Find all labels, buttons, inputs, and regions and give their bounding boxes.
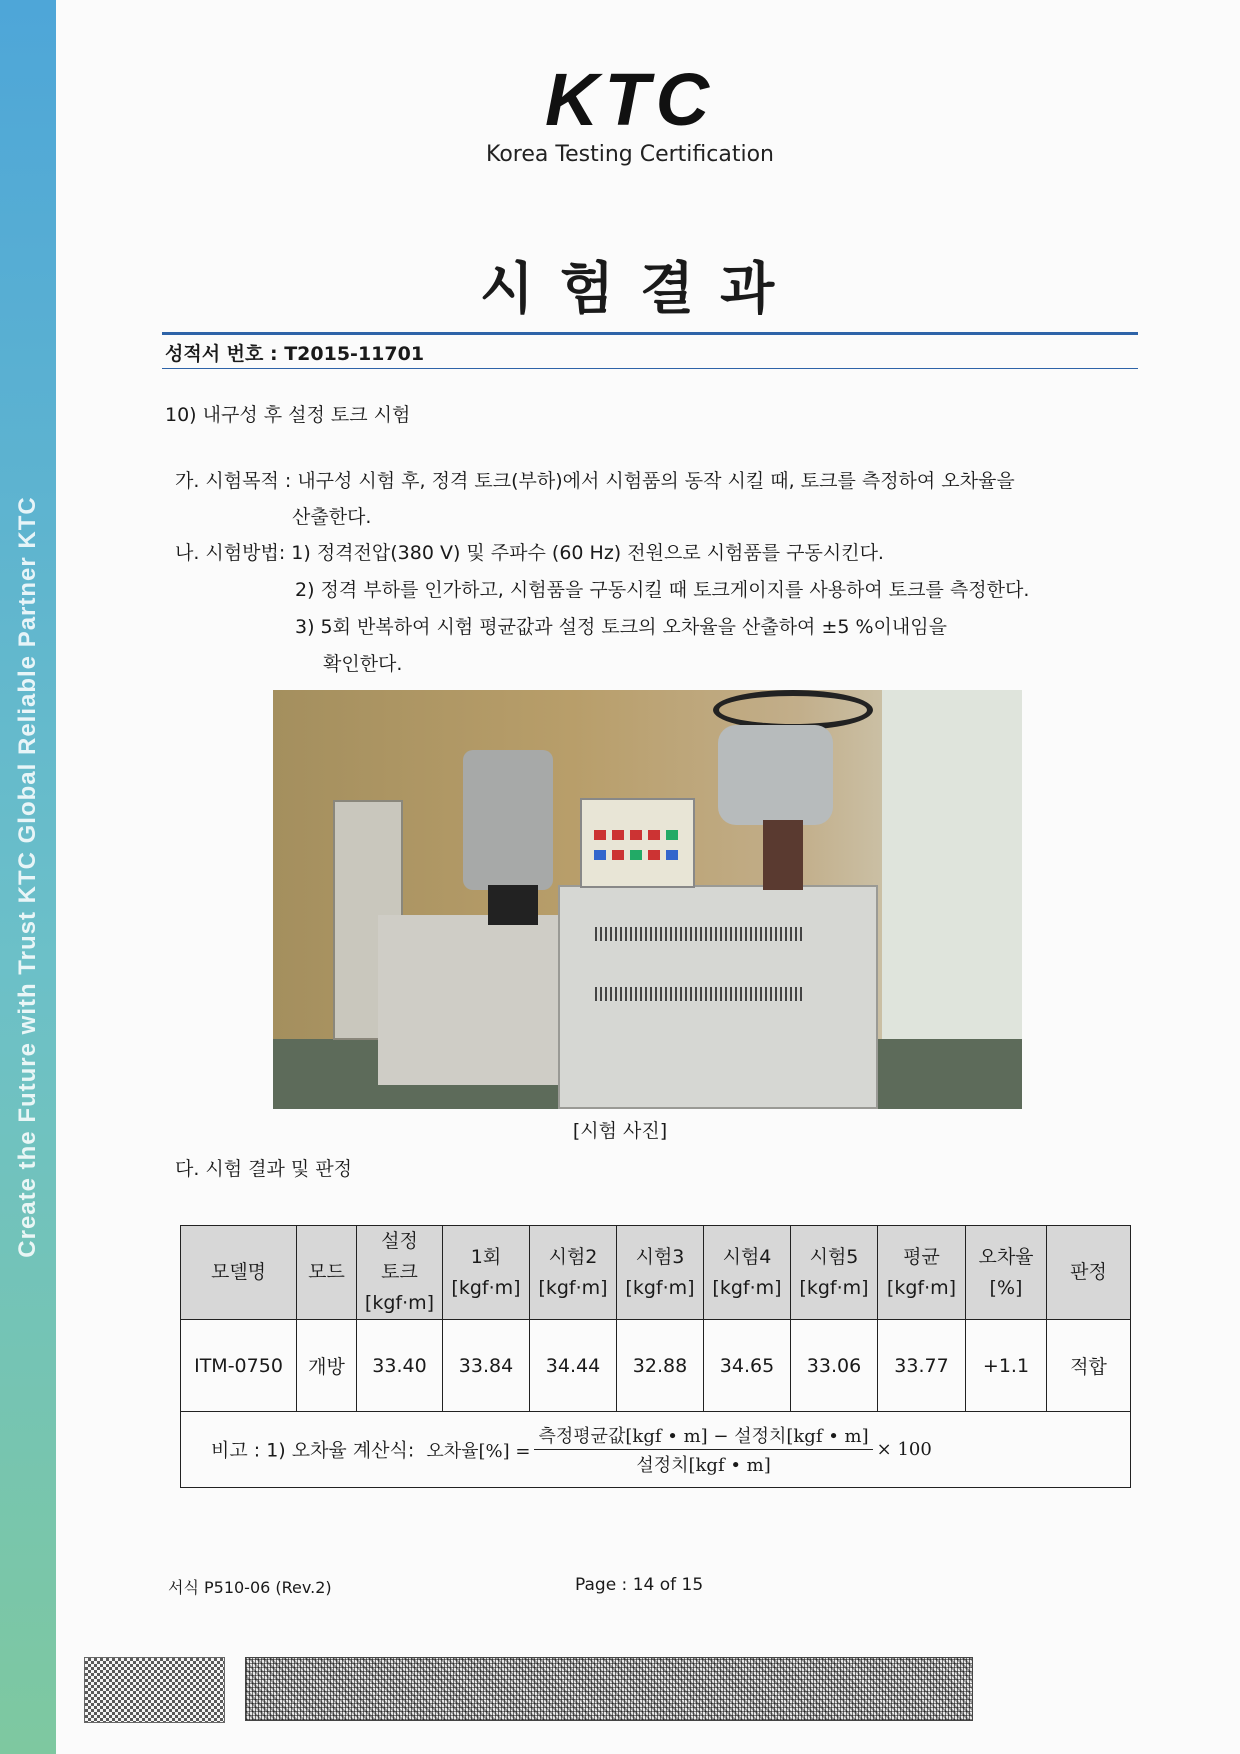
qr-code xyxy=(84,1657,225,1723)
cell-model: ITM-0750 xyxy=(181,1320,297,1412)
cell-set-torque: 33.40 xyxy=(357,1320,443,1412)
header-cell: 판정 xyxy=(1047,1226,1131,1320)
method-line-1: 나. 시험방법: 1) 정격전압(380 V) 및 주파수 (60 Hz) 전원으로 시험품를 구동시킨다. xyxy=(175,542,884,564)
results-table xyxy=(180,1225,1131,1488)
formula-fraction xyxy=(534,1422,872,1477)
purpose-line-2: 산출한다. xyxy=(292,506,372,528)
cell-trial-5: 33.06 xyxy=(791,1320,878,1412)
header-cell: 시험5 [kgf·m] xyxy=(791,1226,878,1320)
cell-trial-3: 32.88 xyxy=(617,1320,704,1412)
formula-suffix: × 100 xyxy=(876,1439,932,1460)
method-line-4: 확인한다. xyxy=(323,653,403,675)
method-line-3: 3) 5회 반복하여 시험 평균값과 설정 토크의 오차율을 산출하여 ±5 %이내임을 xyxy=(295,616,947,638)
cell-trial-2: 34.44 xyxy=(530,1320,617,1412)
page-title: 시험결과 xyxy=(479,257,801,322)
section-heading: 10) 내구성 후 설정 토크 시험 xyxy=(165,404,411,426)
note-cell xyxy=(181,1412,1131,1488)
page-number: Page : 14 of 15 xyxy=(575,1575,704,1595)
header-cell: 시험3 [kgf·m] xyxy=(617,1226,704,1320)
table-note-row xyxy=(181,1412,1131,1488)
sidebar-slogan: Create the Future with Trust KTC Global Reliable Partner KTC xyxy=(14,496,41,1258)
purpose-line-1: 가. 시험목적 : 내구성 시험 후, 정격 토크(부하)에서 시험품의 동작 시킬 때, 토크를 측정하여 오차율을 xyxy=(175,470,1015,492)
cell-verdict: 적합 xyxy=(1047,1320,1131,1412)
formula-lhs: 오차율[%] = xyxy=(426,1440,531,1462)
logo-mark: KTC xyxy=(544,58,716,141)
error-rate-formula xyxy=(426,1422,931,1477)
header-cell: 모드 xyxy=(297,1226,357,1320)
header-rule-top xyxy=(162,332,1138,335)
method-line-2: 2) 정격 부하를 인가하고, 시험품을 구동시킬 때 토크게이지를 사용하여 토크를 측정한다. xyxy=(295,579,1030,601)
cell-error-rate: +1.1 xyxy=(966,1320,1047,1412)
cell-trial-1: 33.84 xyxy=(443,1320,530,1412)
form-number: 서식 P510-06 (Rev.2) xyxy=(168,1578,332,1597)
header-cell: 1회 [kgf·m] xyxy=(443,1226,530,1320)
header-cell: 설정 토크 [kgf·m] xyxy=(357,1226,443,1320)
results-heading: 다. 시험 결과 및 판정 xyxy=(175,1158,353,1180)
header-rule-bottom xyxy=(162,368,1138,369)
formula-denominator: 설정치[kgf • m] xyxy=(636,1455,771,1476)
ktc-logo xyxy=(480,60,780,170)
cell-trial-4: 34.65 xyxy=(704,1320,791,1412)
note-prefix: 비고 : 1) 오차율 계산식: xyxy=(211,1439,415,1462)
security-barcode xyxy=(245,1657,973,1721)
table-header-row xyxy=(181,1226,1131,1320)
header-cell: 시험2 [kgf·m] xyxy=(530,1226,617,1320)
test-photo xyxy=(273,690,1022,1109)
certificate-number: 성적서 번호 : T2015-11701 xyxy=(165,343,425,365)
photo-caption: [시험 사진] xyxy=(572,1120,668,1142)
table-row xyxy=(181,1320,1131,1412)
header-cell: 평균 [kgf·m] xyxy=(878,1226,966,1320)
header-cell: 오차율 [%] xyxy=(966,1226,1047,1320)
logo-subtitle: Korea Testing Certification xyxy=(486,142,774,167)
header-cell: 모델명 xyxy=(181,1226,297,1320)
header-cell: 시험4 [kgf·m] xyxy=(704,1226,791,1320)
cell-mode: 개방 xyxy=(297,1320,357,1412)
cell-average: 33.77 xyxy=(878,1320,966,1412)
formula-numerator: 측정평균값[kgf • m] − 설정치[kgf • m] xyxy=(534,1422,872,1450)
